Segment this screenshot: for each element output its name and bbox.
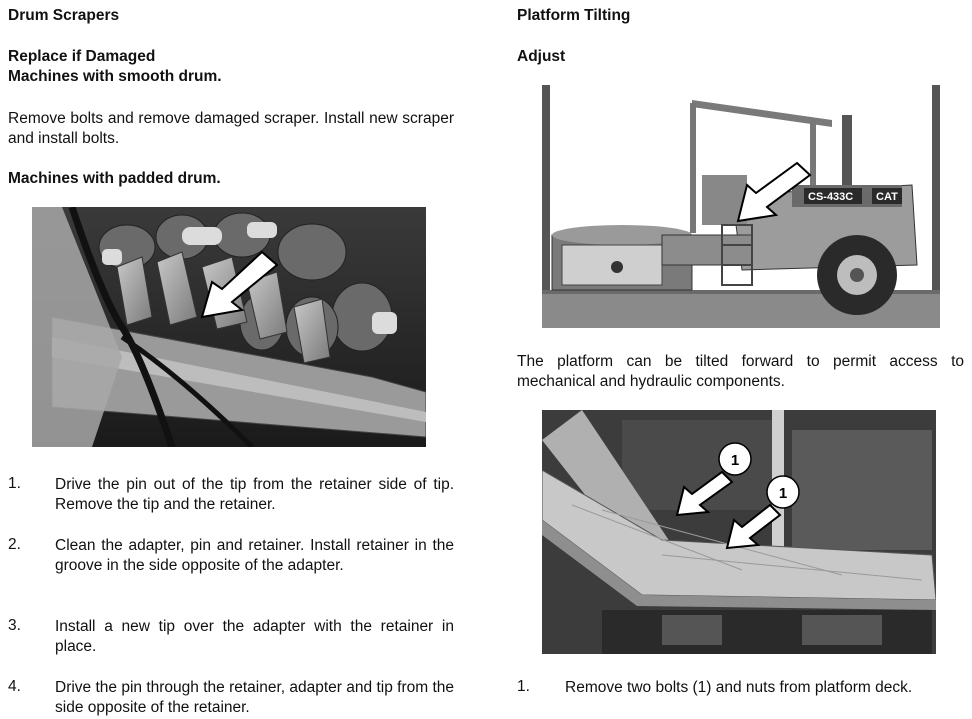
step-number: 1.: [517, 678, 530, 695]
callout-1-b: 1: [778, 485, 788, 502]
step-text: Remove two bolts (1) and nuts from platform deck.: [565, 679, 913, 696]
step-text: Clean the adapter, pin and retainer. Install retainer in the groove in the side opposite of the adapter.: [55, 537, 454, 574]
adjust-heading: Adjust: [517, 48, 566, 65]
platform-tilt-description: The platform can be tilted forward to permit access to mechanical and hydraulic components.: [517, 353, 964, 390]
step-number: 4.: [8, 678, 21, 695]
replace-if-damaged-heading: Replace if Damaged: [8, 48, 156, 65]
step-number: 2.: [8, 536, 21, 553]
padded-drum-scraper-photo: [32, 207, 426, 447]
step-number: 1.: [8, 475, 21, 492]
platform-deck-photo: [542, 410, 936, 654]
padded-drum-heading: Machines with padded drum.: [8, 170, 221, 187]
platform-tilting-heading: Platform Tilting: [517, 7, 631, 24]
smooth-drum-instructions: Remove bolts and remove damaged scraper. Install new scraper and install bolts.: [8, 110, 454, 147]
smooth-drum-heading: Machines with smooth drum.: [8, 68, 222, 85]
callout-1-a: 1: [730, 452, 740, 469]
step-number: 3.: [8, 617, 21, 634]
drum-scrapers-heading: Drum Scrapers: [8, 7, 120, 24]
brand-label: CAT: [876, 191, 898, 203]
step-text: Drive the pin out of the tip from the retainer side of tip. Remove the tip and the retainer.: [55, 476, 454, 513]
step-text: Drive the pin through the retainer, adapter and tip from the side opposite of the retainer.: [55, 679, 454, 716]
step-text: Install a new tip over the adapter with the retainer in place.: [55, 618, 454, 655]
machine-model-label: CS-433C: [808, 191, 854, 203]
compactor-machine-photo: [542, 85, 940, 328]
